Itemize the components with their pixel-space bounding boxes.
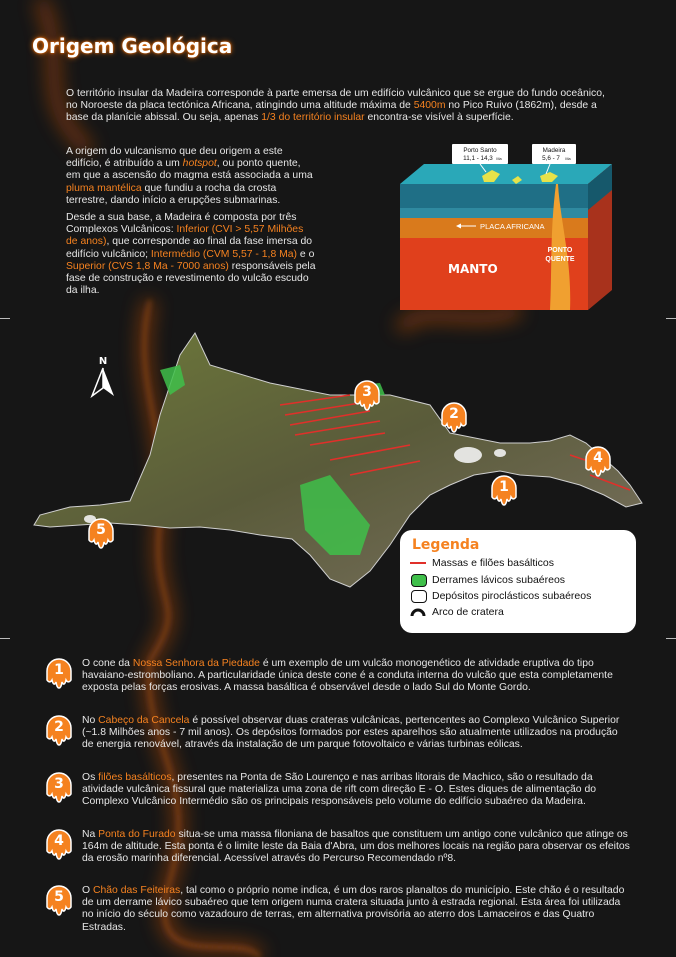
map-marker-5[interactable] <box>88 518 114 552</box>
intro-paragraph-2: A origem do vulcanismo que deu origem a este edifício, é atribuído a um hotspot, ou ponto quente, em que a ascensão do magma está associada a uma pluma mantélica que fundiu a rocha da crosta terrestre, dando início a erupções submarinas. <box>66 146 313 206</box>
white-area-icon <box>410 590 428 602</box>
map-legend <box>400 530 636 633</box>
map-marker-1-number: 1 <box>499 479 509 495</box>
map-marker-2-number: 2 <box>449 406 459 422</box>
red-line-icon <box>410 557 428 569</box>
legend-item-arco-label: Arco de cratera <box>432 606 504 618</box>
crop-mark-right-top <box>666 318 676 319</box>
page-title: Origem Geológica <box>32 34 233 58</box>
item-number-4: 4 <box>54 833 64 849</box>
crop-mark-right-bottom <box>666 638 676 639</box>
item-number-1: 1 <box>54 662 64 678</box>
item-text-2: No Cabeço da Cancela é possível observar duas crateras vulcânicas, pertencentes ao Complexo Vulcânico Superior (~1.8 Milhões anos - 7 mil anos). Os depósitos formados por estes aparelhos são atualmente utilizados na produção de energia renovável, através da instalação de um parque fotovoltaico e várias turbinas eólicas. <box>82 715 620 751</box>
legend-title: Legenda <box>412 537 480 553</box>
item-text-1: O cone da Nossa Senhora da Piedade é um exemplo de um vulcão monogenético de atividade eruptiva do tipo havaiano-estromboliano. A particularidade única deste cone é a conduta interna do vulcão que esta completamente exposta pelas forças erosivas. A massa basáltica é observável desde o lado Sul do Monte Gordo. <box>82 658 613 694</box>
green-area-icon <box>410 574 428 586</box>
placa-label: PLACA AFRICANA <box>480 222 545 231</box>
item-text-5: O Chão das Feiteiras, tal como o próprio nome indica, é um dos raros planaltos do município. Este chão é o resultado de um derrame lávico subaéreo que tem origem numa cratera situada junto à estrada regional. Esta área foi utilizada no início do século como vazadouro de terras, em alternativa provisória ao aterro dos Lamaceiros e das Quatro Estradas. <box>82 885 625 933</box>
porto-santo-label: Porto Santo <box>463 147 497 154</box>
map-marker-5-number: 5 <box>96 522 106 538</box>
madeira-age-unit: Ma <box>565 157 571 161</box>
hotspot-diagram <box>400 140 612 312</box>
item-marker-2 <box>46 715 72 749</box>
map-marker-4-number: 4 <box>593 450 603 466</box>
map-marker-4[interactable] <box>585 446 611 480</box>
item-marker-4 <box>46 829 72 863</box>
item-marker-1 <box>46 658 72 692</box>
map-marker-3-number: 3 <box>362 384 372 400</box>
ponto-label: PONTO <box>547 247 573 254</box>
legend-item-filoes-label: Massas e filões basálticos <box>432 557 554 569</box>
madeira-age: 5,6 - 7 <box>542 155 560 162</box>
item-number-5: 5 <box>54 889 64 905</box>
legend-item-derrames <box>410 574 565 586</box>
porto-santo-age-unit: Ma <box>496 157 502 161</box>
map-marker-3[interactable] <box>354 380 380 414</box>
item-number-3: 3 <box>54 776 64 792</box>
crater-arc-icon <box>410 606 428 618</box>
legend-item-piroclasticos <box>410 590 591 602</box>
legend-item-piroclasticos-label: Depósitos piroclásticos subaéreos <box>432 590 592 602</box>
madeira-label: Madeira <box>542 147 566 154</box>
item-text-3: Os filões basálticos, presentes na Ponta de São Lourenço e nas arribas litorais de Machico, são o resultado da atividade vulcânica fissural que materializa uma zona de rift com direção E - O. Estes diques de alimentação do Complexo Vulcânico Intermédio são os principais responsáveis pelo volume do edifício subaéreo da Madeira. <box>82 772 597 808</box>
intro-paragraph-1: O território insular da Madeira corresponde à parte emersa de um edifício vulcânico que se ergue do fundo oceânico, no Noroeste da placa tectónica Africana, atingindo uma altitude máxima de 5400m no Pico Ruivo (1862m), desde a base da planície abissal. Ou seja, apenas 1/3 do território insular encontra-se visível à superfície. <box>66 88 605 124</box>
manto-label: MANTO <box>448 262 498 276</box>
north-label: N <box>98 356 108 367</box>
item-marker-3 <box>46 772 72 806</box>
quente-label: QUENTE <box>545 256 575 263</box>
legend-item-arco <box>410 606 504 618</box>
item-text-4: Na Ponta do Furado situa-se uma massa filoniana de basaltos que constituem um antigo cone vulcânico que atinge os 164m de altitude. Esta ponta é o limite leste da Baia d'Abra, um dos melhores locais na região para observar os efeitos da erosão marinha diferencial. Acessível através do Percurso Recomendado nº8. <box>82 829 630 865</box>
map-marker-2[interactable] <box>441 402 467 436</box>
legend-item-filoes <box>410 557 554 569</box>
item-marker-5 <box>46 885 72 919</box>
map-marker-1[interactable] <box>491 475 517 509</box>
porto-santo-age: 11,1 - 14,3 <box>463 155 493 162</box>
legend-item-derrames-label: Derrames lávicos subaéreos <box>432 574 566 586</box>
crop-mark-left-top <box>0 318 10 319</box>
crop-mark-left-bottom <box>0 638 10 639</box>
intro-paragraph-3: Desde a sua base, a Madeira é composta por três Complexos Vulcânicos: Inferior (CVI > 5,57 Milhões de anos), que corresponde ao final da fase imersa do edifício vulcânico; Intermédio (CVM 5,57 - 1,8 Ma) e o Superior (CVS 1,8 Ma - 7000 anos) responsáveis pela fase de construção e revestimento do vulcão escudo da ilha. <box>66 212 316 297</box>
item-number-2: 2 <box>54 719 64 735</box>
